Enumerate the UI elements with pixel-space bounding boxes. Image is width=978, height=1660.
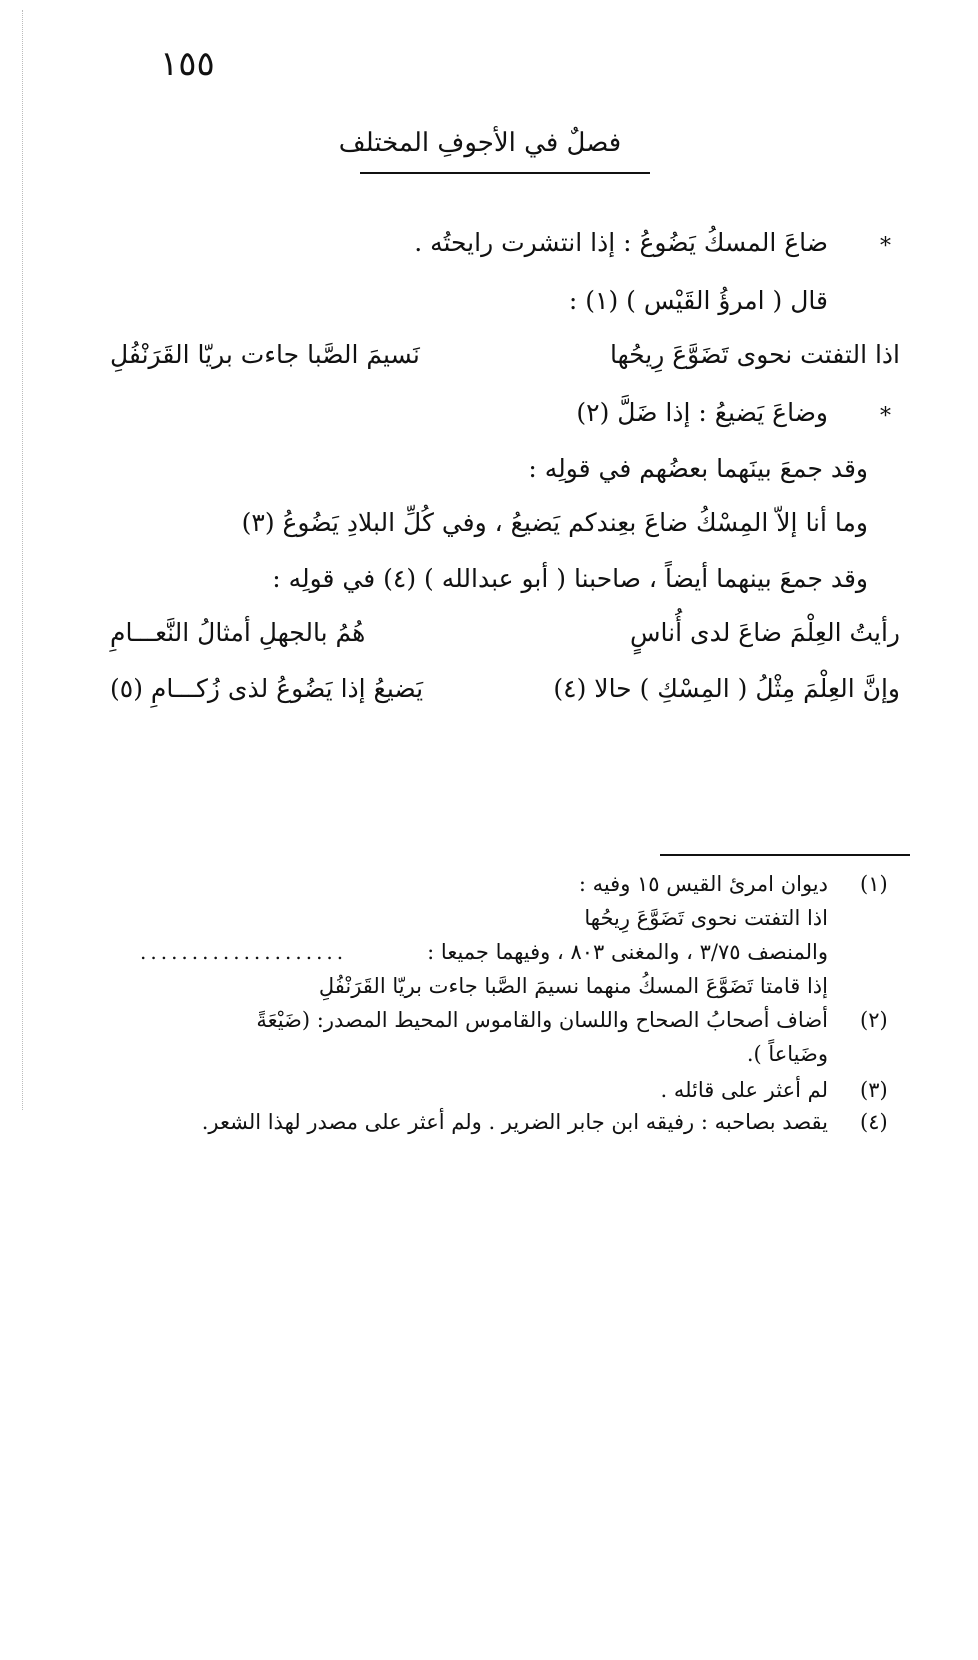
verse-line: وما أنا إلاّ المِسْكُ ضاعَ بعِندكم يَضيعُ ، وفي كُلِّ البلادِ يَضُوعُ (٣) [241,508,868,537]
footnote-line: والمنصف ٣/٧٥ ، والمغنى ٨٠٣ ، وفيهما جميعا : [427,940,828,964]
ellipsis-dots: .................... [140,940,348,964]
verse-hemistich-right: رأيتُ العِلْمَ ضاعَ لدى أُناسٍ [630,618,900,647]
body-text: وقد جمعَ بينهما أيضاً ، صاحبنا ( أبو عبدالله ) (٤) في قولِه : [272,564,868,593]
verse-line [110,618,900,647]
verse-hemistich-left: يَضيعُ إذا يَضُوعُ لذى زُكـــامِ (٥) [110,674,424,703]
heading-underline [360,172,650,174]
verse-hemistich-left: هُمُ بالجهلِ أمثالُ النَّعـــامِ [110,618,366,647]
verse-line [110,340,900,369]
section-heading: فصلٌ في الأجوفِ المختلف [338,128,622,158]
entry-marker: * [880,404,891,429]
entry-text: ضاعَ المسكُ يَضُوعُ : إذا انتشرت رايحتُه . [414,228,828,257]
margin-dotted-line [22,10,24,1110]
footnote-line: أضاف أصحابُ الصحاح واللسان والقاموس المحيط المصدر: (ضَيْعَةً [256,1008,828,1032]
footnote-number: (٤) [860,1110,888,1134]
page-number: ١٥٥ [160,44,215,84]
verse-hemistich-right: وإنَّ العِلْمَ مِثْلُ ( المِسْكِ ) حالا (٤) [553,674,900,703]
quote-intro: قال ( امرؤُ القَيْس ) (١) : [568,286,828,315]
footnote-number: (٢) [860,1008,888,1032]
verse-hemistich-right: اذا التفتت نحوى تَضَوَّعَ رِيحُها [609,340,900,369]
footnote-line: لم أعثر على قائله . [660,1078,828,1102]
footnote-number: (١) [860,872,888,896]
footnote-line: وضَياعاً ). [746,1042,828,1066]
footnote-line: يقصد بصاحبه : رفيقه ابن جابر الضرير . ولم أعثر على مصدر لهذا الشعر. [201,1110,828,1134]
body-text: وقد جمعَ بينَهما بعضُهم في قولِه : [528,454,868,483]
footnote-number: (٣) [860,1078,888,1102]
verse-hemistich-left: نَسيمَ الصَّبا جاءت بريّا القَرَنْفُلِ [110,340,420,369]
entry-marker: * [880,234,891,259]
footnote-separator [660,854,910,856]
verse-line [110,674,900,703]
entry-text: وضاعَ يَضيعُ : إذا ضَلَّ (٢) [576,398,828,427]
footnote-line: ديوان امرئ القيس ١٥ وفيه : [578,872,828,896]
footnote-line: إذا قامتا تَضَوَّعَ المسكُ منهما نسيمَ الصَّبا جاءت بريّا القَرَنْفُلِ [318,974,828,998]
footnote-line: اذا التفتت نحوى تَضَوَّعَ رِيحُها [584,906,828,930]
